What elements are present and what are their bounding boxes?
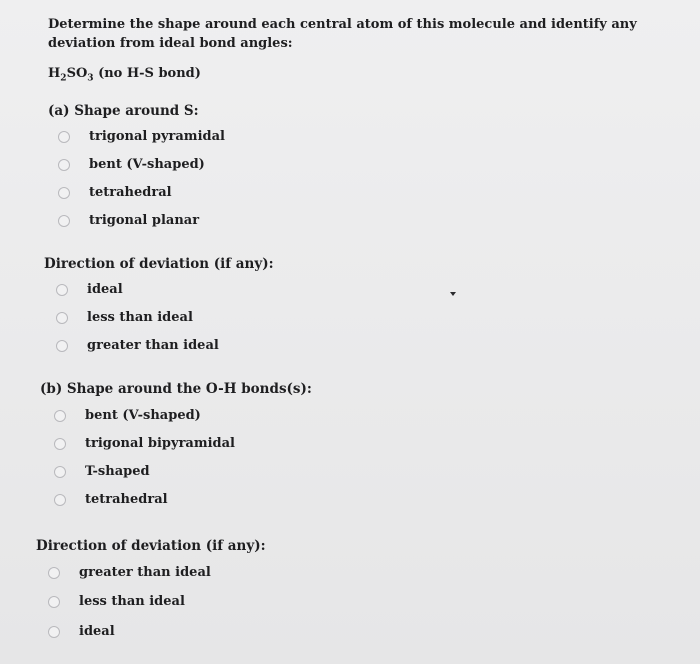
radio-button[interactable] xyxy=(56,312,68,324)
radio-button[interactable] xyxy=(56,340,68,352)
molecule-formula xyxy=(48,66,201,84)
formula-h: H xyxy=(48,66,61,81)
part-b-deviation-option-ideal[interactable] xyxy=(48,624,115,639)
mouse-cursor-icon xyxy=(450,292,456,296)
option-label: tetrahedral xyxy=(89,185,172,200)
radio-button[interactable] xyxy=(58,215,70,227)
option-label: greater than ideal xyxy=(87,338,219,353)
option-label: T-shaped xyxy=(85,464,150,479)
part-a-shape-option-tetrahedral[interactable] xyxy=(58,185,172,200)
formula-note: (no H-S bond) xyxy=(93,66,201,81)
part-a-deviation-option-greater[interactable] xyxy=(56,338,219,353)
part-b-shape-option-bent[interactable] xyxy=(54,408,201,423)
part-a-deviation-heading: Direction of deviation (if any): xyxy=(44,256,274,272)
part-b-shape-option-tetrahedral[interactable] xyxy=(54,492,168,507)
question-prompt: Determine the shape around each central atom of this molecule and identify any deviation from ideal bond angles: xyxy=(48,17,637,51)
part-a-shape-option-trigonal-pyramidal[interactable] xyxy=(58,129,225,144)
radio-button[interactable] xyxy=(54,438,66,450)
part-b-deviation-option-less[interactable] xyxy=(48,594,185,609)
part-b-shape-option-trigonal-bipyramidal[interactable] xyxy=(54,436,235,451)
part-a-shape-option-bent[interactable] xyxy=(58,157,205,172)
part-b-shape-heading: (b) Shape around the O-H bonds(s): xyxy=(40,381,312,397)
radio-button[interactable] xyxy=(58,187,70,199)
formula-o-subscript: 3 xyxy=(87,73,94,84)
part-a-shape-heading: (a) Shape around S: xyxy=(48,103,199,119)
part-b-deviation-heading: Direction of deviation (if any): xyxy=(36,538,266,554)
part-b-deviation-option-greater[interactable] xyxy=(48,565,211,580)
option-label: trigonal planar xyxy=(89,213,200,228)
radio-button[interactable] xyxy=(54,494,66,506)
formula-so: SO xyxy=(66,66,88,81)
option-label: trigonal pyramidal xyxy=(89,129,225,144)
option-label: ideal xyxy=(87,282,123,297)
part-a-shape-option-trigonal-planar[interactable] xyxy=(58,213,199,228)
option-label: bent (V-shaped) xyxy=(89,157,205,172)
part-b-shape-option-t-shaped[interactable] xyxy=(54,464,150,479)
option-label: less than ideal xyxy=(87,310,193,325)
part-a-deviation-option-ideal[interactable] xyxy=(56,282,123,297)
radio-button[interactable] xyxy=(54,466,66,478)
option-label: tetrahedral xyxy=(85,492,168,507)
radio-button[interactable] xyxy=(48,626,60,638)
option-label: trigonal bipyramidal xyxy=(85,436,235,451)
option-label: ideal xyxy=(79,624,115,639)
radio-button[interactable] xyxy=(58,131,70,143)
radio-button[interactable] xyxy=(48,596,60,608)
option-label: less than ideal xyxy=(79,594,185,609)
radio-button[interactable] xyxy=(54,410,66,422)
radio-button[interactable] xyxy=(58,159,70,171)
option-label: bent (V-shaped) xyxy=(85,408,201,423)
part-a-deviation-option-less[interactable] xyxy=(56,310,193,325)
option-label: greater than ideal xyxy=(79,565,211,580)
radio-button[interactable] xyxy=(56,284,68,296)
radio-button[interactable] xyxy=(48,567,60,579)
formula-h-subscript: 2 xyxy=(60,73,67,84)
